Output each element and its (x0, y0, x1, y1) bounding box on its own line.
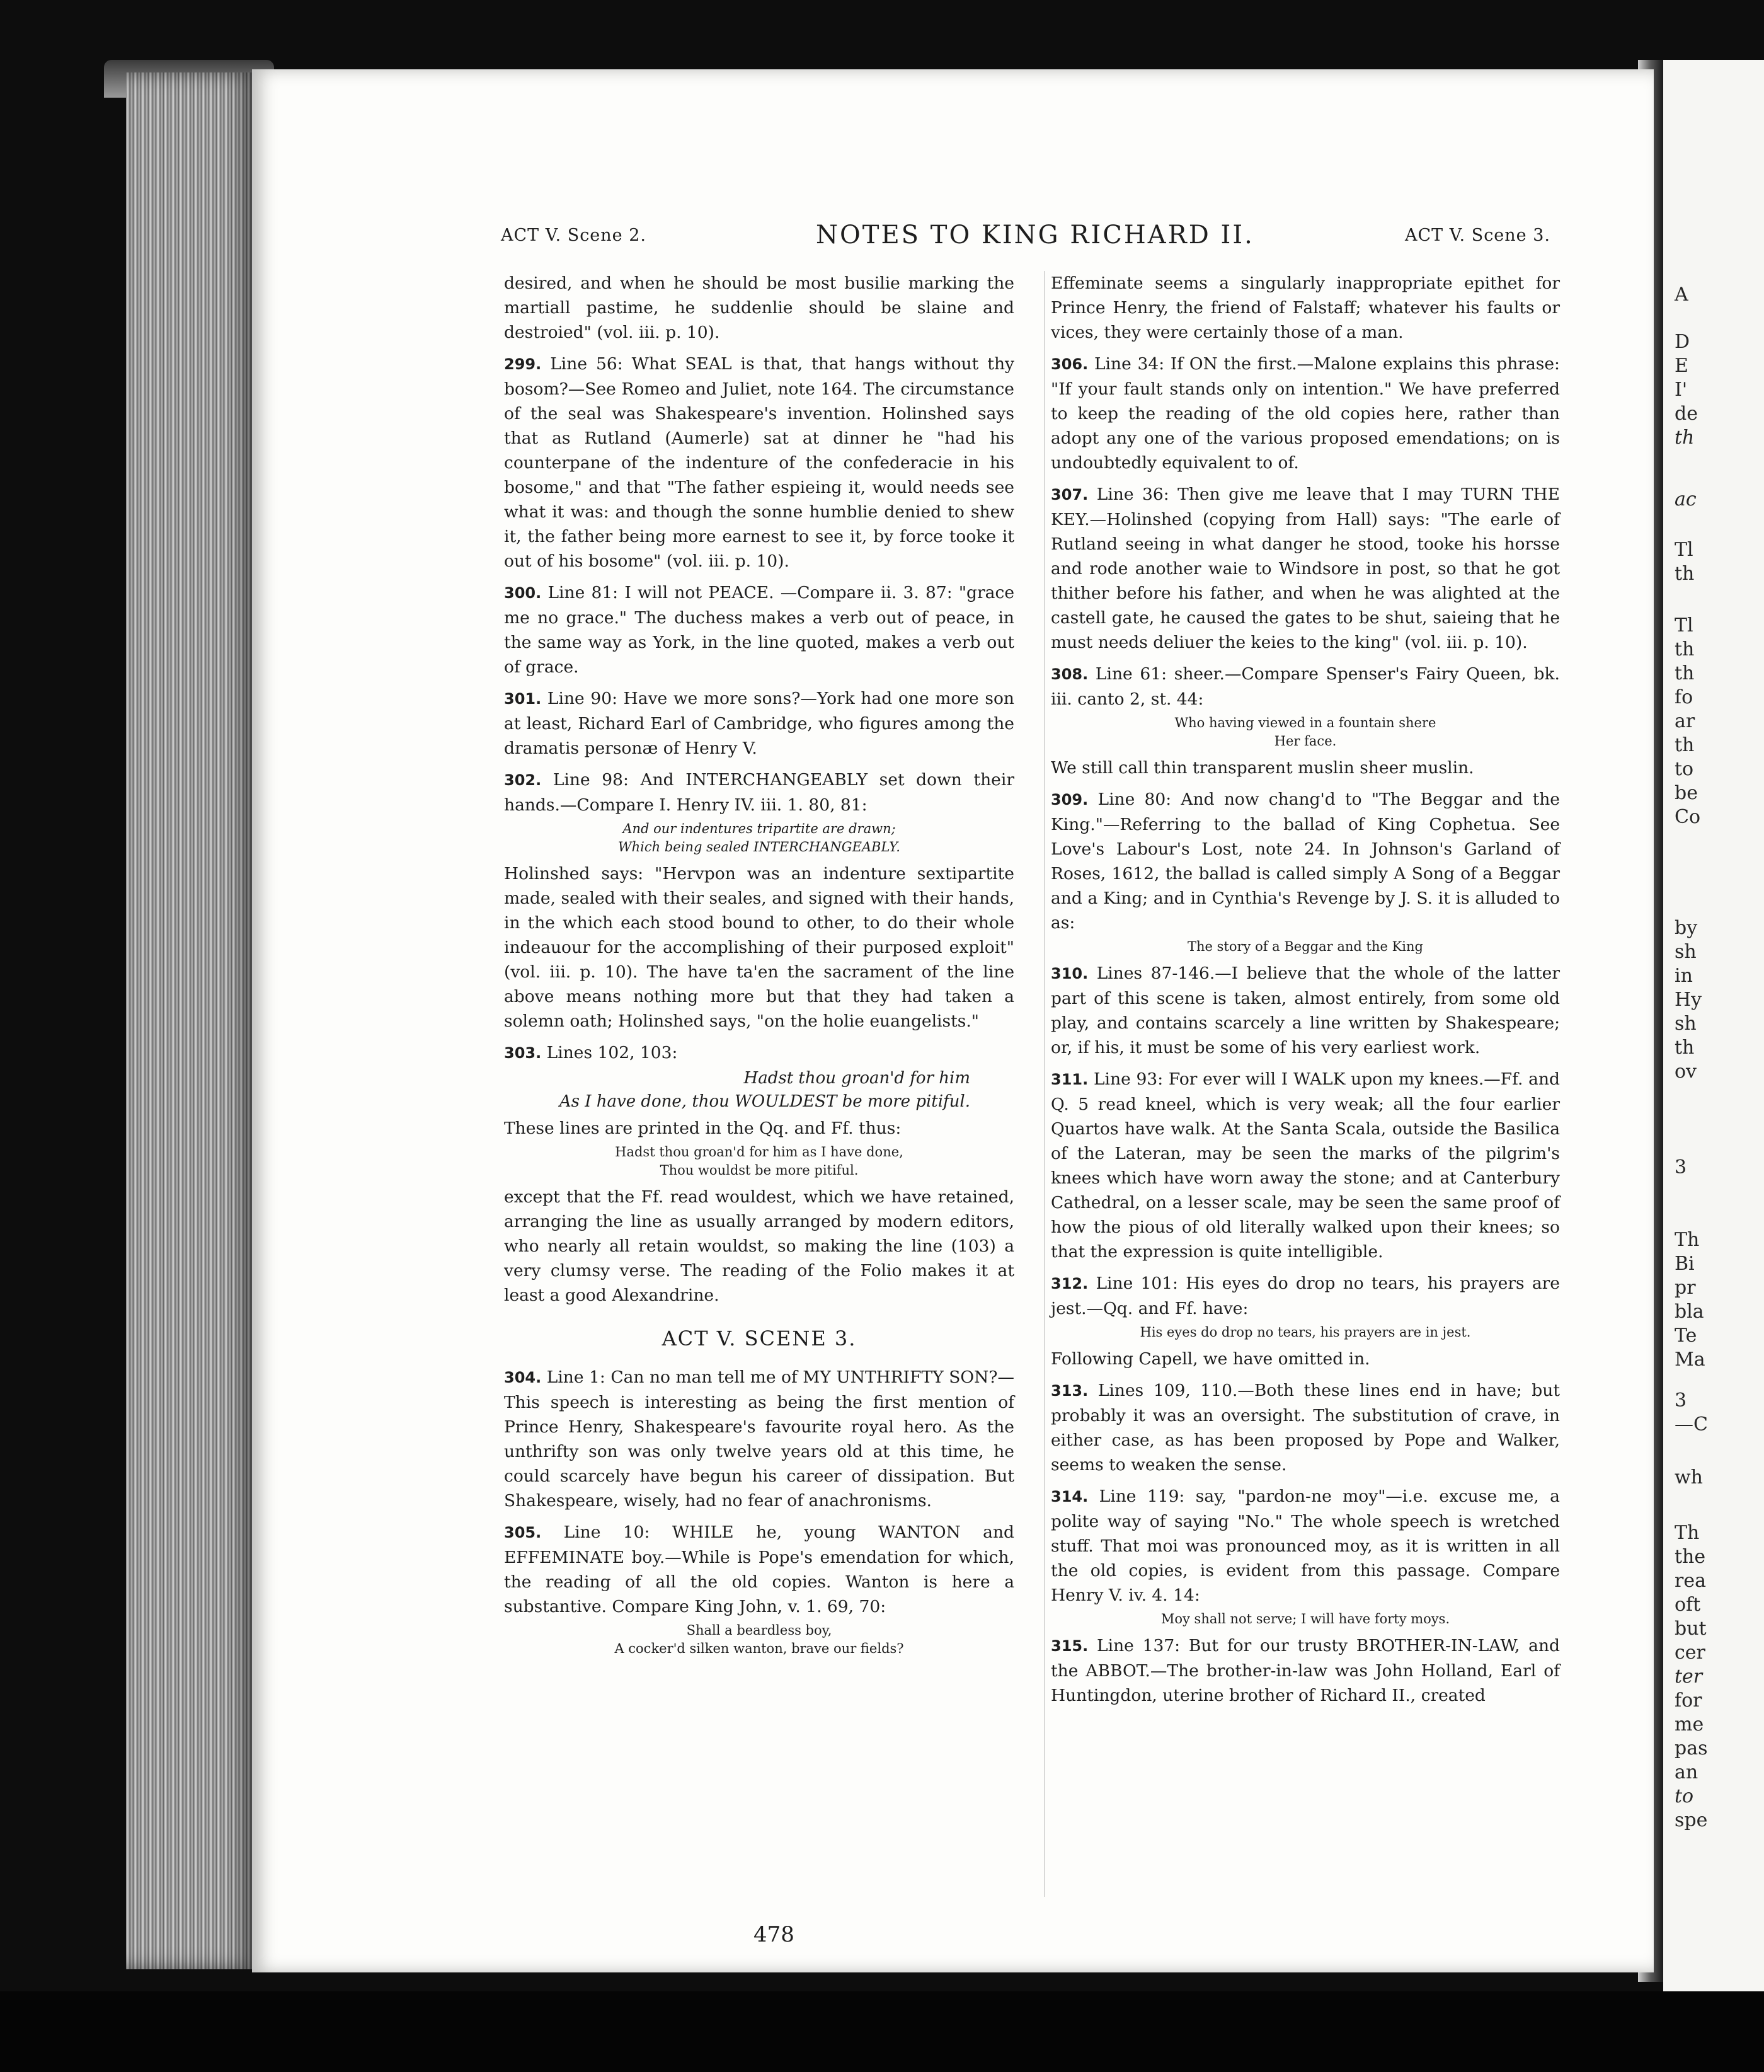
note-text: Line 119: say, "pardon-ne moy"—i.e. excuse me, a polite way of saying "No." The whole speech is wretched stuff. That moi was pronounced moy, as it is written in all the old copies, is evident from this passage. Compare Henry V. iv. 4. 14: (1051, 1487, 1560, 1605)
quote-line: Hadst thou groan'd for him as I have done, (615, 1144, 903, 1160)
facing-page-fragment: pas (1675, 1737, 1708, 1759)
note-number: 303. (504, 1044, 542, 1062)
facing-page-fragment: the (1675, 1546, 1706, 1568)
note-307 (1051, 482, 1560, 655)
facing-page-fragment: by (1675, 917, 1698, 939)
facing-page-fragment: 3 (1675, 1390, 1687, 1412)
facing-page-fragment: th (1675, 427, 1695, 449)
note-302-quote (504, 820, 1014, 856)
note-number: 301. (504, 690, 542, 708)
section-heading: ACT V. SCENE 3. (662, 1327, 857, 1350)
note-302-continued: Holinshed says: "Hervpon was an indenture sextipartite made, sealed with their seales, and signed with their hands, in the which each stood bound to other, to do their whole indeauour for the accomplishing of their purposed exploit" (vol. iii. p. 10). The have ta'en the sacrament of the line above means nothing more but that they had taken a solemn oath; Holinshed says, "on the holie euangelists." (504, 864, 1014, 1031)
facing-page-fragment: pr (1675, 1277, 1696, 1299)
quote-line: Her face. (1274, 734, 1337, 749)
facing-page-fragment: to (1675, 758, 1694, 780)
note-301 (504, 686, 1014, 761)
note-text: Line 80: And now chang'd to "The Beggar and the King."—Referring to the ballad of King Cophetua. See Love's Labour's Lost, note 24. In Johnson's Garland of Roses, 1612, the ballad is called simply A Song of a Beggar and a King; and in Cynthia's Revenge by J. S. it is alluded to as: (1051, 790, 1560, 933)
note-number: 310. (1051, 965, 1089, 982)
note-308-continued: We still call thin transparent muslin sheer muslin. (1051, 758, 1474, 778)
note-303-quote (504, 1143, 1014, 1180)
facing-page-fragment: Th (1675, 1229, 1700, 1251)
right-column (1051, 271, 1560, 1715)
note-number: 299. (504, 355, 542, 373)
facing-page-fragment: rea (1675, 1570, 1706, 1592)
facing-page-fragment: be (1675, 782, 1698, 804)
note-311 (1051, 1067, 1560, 1264)
note-306 (1051, 352, 1560, 475)
facing-page-fragment: ac (1675, 488, 1697, 510)
facing-page-fragment: th (1675, 1037, 1695, 1059)
facing-page-edge (1663, 60, 1764, 2007)
facing-page-fragment: Bi (1675, 1253, 1695, 1275)
note-304 (504, 1365, 1014, 1513)
note-number: 308. (1051, 665, 1089, 683)
facing-page-fragment: Ma (1675, 1349, 1705, 1371)
quote-line: His eyes do drop no tears, his prayers are in jest. (1140, 1325, 1471, 1340)
note-305 (504, 1520, 1014, 1619)
facing-page-fragment: cer (1675, 1642, 1705, 1664)
note-number: 312. (1051, 1275, 1089, 1292)
note-303-verse (504, 1067, 1014, 1114)
note-number: 314. (1051, 1488, 1089, 1505)
note-303 (504, 1040, 1014, 1066)
facing-page-fragment: ov (1675, 1061, 1697, 1083)
facing-page-fragment: th (1675, 662, 1695, 684)
note-302 (504, 768, 1014, 817)
note-number: 302. (504, 771, 542, 789)
note-312-quote (1051, 1323, 1560, 1342)
note-314 (1051, 1484, 1560, 1608)
facing-page-fragment: bla (1675, 1301, 1704, 1323)
note-text: Line 1: Can no man tell me of MY UNTHRIFTY SON?—This speech is interesting as being the first mention of Prince Henry, Shakespeare's favourite royal hero. As the unthrifty son was only twelve years old at this time, he could scarcely have begun his career of dissipation. But Shakespeare, wisely, had no fear of anachronisms. (504, 1367, 1014, 1511)
facing-page-fragment: Co (1675, 806, 1701, 828)
running-head-right: ACT V. Scene 3. (1405, 226, 1550, 245)
note-text: Lines 87-146.—I believe that the whole of the latter part of this scene is taken, almost entirely, from some old play, and contains scarcely a line written by Shakespeare; or, if his, it must be some of his very earliest work. (1051, 964, 1560, 1057)
note-text: Line 56: What SEAL is that, that hangs without thy bosom?—See Romeo and Juliet, note 164. The circumstance of the seal was Shakespeare's invention. Holinshed says that as Rutland (Aumerle) sat at dinner he "had his counterpane of the indenture of the confederacie in his bosome," and that "The father espieing it, would needs see what it was: and though the sonne humblie denied to shew it, the father being more earnest to see it, by force tooke it out of his bosome" (vol. iii. p. 10). (504, 354, 1014, 571)
quote-line: A cocker'd silken wanton, brave our fields? (614, 1641, 904, 1656)
facing-page-fragment: fo (1675, 686, 1693, 708)
running-head-left: ACT V. Scene 2. (501, 226, 646, 245)
facing-page-fragment: but (1675, 1618, 1707, 1640)
note-299 (504, 352, 1014, 573)
facing-page-fragment: sh (1675, 941, 1697, 963)
note-text: Line 93: For ever will I WALK upon my knees.—Ff. and Q. 5 read kneel, which is very weak; all the four earlier Quartos have walk. At the Santa Scala, outside the Basilica of the Lateran, may be seen the marks of the pilgrim's knees which have worn away the stone; and at Canterbury Cathedral, on a lesser scale, may be seen the same proof of how the pious of old literally walked upon their knees; so that the expression is quite intelligible. (1051, 1069, 1560, 1262)
facing-page-fragment: th (1675, 638, 1695, 660)
facing-page-fragment: in (1675, 965, 1693, 987)
note-305-quote (504, 1621, 1014, 1658)
note-text: Line 98: And INTERCHANGEABLY set down their hands.—Compare I. Henry IV. iii. 1. 80, 81: (504, 770, 1014, 815)
quote-line: Who having viewed in a fountain shere (1174, 715, 1436, 730)
note-text: Line 90: Have we more sons?—York had one more son at least, Richard Earl of Cambridge, who figures among the dramatis personæ of Henry V. (504, 689, 1014, 758)
note-number: 313. (1051, 1382, 1089, 1400)
verse-line: Hadst thou groan'd for him (743, 1069, 970, 1088)
facing-page-fragment: Te (1675, 1325, 1697, 1347)
quote-line: The story of a Beggar and the King (1188, 939, 1423, 954)
note-text: Line 10: WHILE he, young WANTON and EFFEMINATE boy.—While is Pope's emendation for which, the reading of all the old copies. Wanton is here a substantive. Compare King John, v. 1. 69, 70: (504, 1522, 1014, 1616)
note-308 (1051, 662, 1560, 711)
facing-page-fragment: Hy (1675, 989, 1702, 1011)
note-313 (1051, 1378, 1560, 1477)
facing-page-fragment: ar (1675, 710, 1695, 732)
note-text: Line 36: Then give me leave that I may TURN THE KEY.—Holinshed (copying from Hall) says: "The earle of Rutland seeing in what danger he stood, tooke his horsse and rode another waie to Windsore in post, so that he got thither before his father, and when he was alighted at the castell gate, he caused the gates to be shut, saieing that he must needs deliuer the keies to the king" (vol. iii. p. 10). (1051, 485, 1560, 652)
note-text: Line 34: If ON the first.—Malone explains this phrase: "If your fault stands only on intention." We have preferred to keep the reading of the old copies here, rather than adopt any one of the various proposed emendations; on is undoubtedly equivalent to of. (1051, 354, 1560, 473)
quote-line: Shall a beardless boy, (686, 1623, 832, 1638)
note-number: 309. (1051, 791, 1089, 809)
running-head-title: NOTES TO KING RICHARD II. (816, 221, 1254, 250)
facing-page-fragment: for (1675, 1689, 1702, 1712)
quote-line: Which being sealed INTERCHANGEABLY. (618, 839, 900, 855)
facing-page-fragment: me (1675, 1713, 1704, 1735)
facing-page-fragment: Tl (1675, 539, 1693, 561)
note-text: Lines 102, 103: (546, 1043, 678, 1062)
column-divider (1044, 271, 1045, 1897)
note-number: 307. (1051, 486, 1089, 504)
note-303-continued: except that the Ff. read wouldest, which we have retained, arranging the line as usually arranged by modern editors, who nearly all retain wouldst, so making the line (103) a very clumsy verse. The reading of the Folio makes it at least a good Alexandrine. (504, 1187, 1014, 1305)
facing-page-fragment: ter (1675, 1666, 1703, 1688)
note-300 (504, 580, 1014, 679)
quote-line: Thou wouldst be more pitiful. (660, 1163, 859, 1178)
facing-page-fragment: —C (1675, 1413, 1708, 1436)
facing-page-fragment: to (1675, 1785, 1694, 1807)
facing-page-fragment: D (1675, 331, 1690, 353)
facing-page-fragment: Th (1675, 1522, 1700, 1544)
scan-background (0, 1991, 1764, 2072)
page-number: 478 (753, 1922, 794, 1947)
facing-page-fragment: oft (1675, 1594, 1701, 1616)
note-text: Line 81: I will not PEACE. —Compare ii. 3. 87: "grace me no grace." The duchess makes a verb out of peace, in the same way as York, in the line quoted, makes a verb out of grace. (504, 583, 1014, 677)
note-continuation: desired, and when he should be most busilie marking the martiall pastime, he suddenlie should be slaine and destroied" (vol. iii. p. 10). (504, 273, 1014, 342)
facing-page-fragment: th (1675, 734, 1695, 756)
facing-page-fragment: Tl (1675, 614, 1693, 636)
facing-page-fragment: A (1675, 284, 1688, 306)
note-315 (1051, 1633, 1560, 1708)
note-309 (1051, 787, 1560, 935)
note-number: 315. (1051, 1637, 1089, 1655)
facing-page-fragment: 3 (1675, 1156, 1687, 1178)
note-number: 304. (504, 1369, 542, 1386)
note-number: 311. (1051, 1071, 1089, 1088)
note-text: Lines 109, 110.—Both these lines end in have; but probably it was an oversight. The substitution of crave, in either case, as has been proposed by Pope and Walker, seems to weaken the sense. (1051, 1381, 1560, 1475)
facing-page-fragment: I' (1675, 379, 1688, 401)
note-number: 300. (504, 584, 542, 602)
note-308-quote (1051, 714, 1560, 751)
facing-page-fragment: spe (1675, 1809, 1708, 1831)
quote-line: And our indentures tripartite are drawn; (622, 821, 896, 836)
note-number: 305. (504, 1524, 542, 1541)
note-312-continued: Following Capell, we have omitted in. (1051, 1349, 1370, 1369)
note-310 (1051, 961, 1560, 1060)
facing-page-fragment: th (1675, 563, 1695, 585)
facing-page-fragment: wh (1675, 1466, 1703, 1488)
facing-page-fragment: an (1675, 1761, 1698, 1783)
note-number: 306. (1051, 355, 1089, 373)
note-312 (1051, 1271, 1560, 1321)
facing-page-fragment: de (1675, 403, 1698, 425)
note-text: Line 137: But for our trusty BROTHER-IN-LAW, and the ABBOT.—The brother-in-law was John Holland, Earl of Huntingdon, uterine brother of Richard II., created (1051, 1636, 1560, 1705)
facing-page-fragment: E (1675, 355, 1688, 377)
verse-line: As I have done, thou WOULDEST be more pitiful. (559, 1092, 970, 1111)
note-303-mid: These lines are printed in the Qq. and Ff. thus: (504, 1119, 902, 1138)
book-spine (126, 72, 255, 1969)
note-314-quote (1051, 1610, 1560, 1628)
note-continuation: Effeminate seems a singularly inappropriate epithet for Prince Henry, the friend of Falstaff; whatever his faults or vices, they were certainly those of a man. (1051, 273, 1560, 342)
note-text: Line 101: His eyes do drop no tears, his prayers are jest.—Qq. and Ff. have: (1051, 1274, 1560, 1318)
facing-page-fragment: sh (1675, 1013, 1697, 1035)
note-309-quote (1051, 938, 1560, 956)
note-text: Line 61: sheer.—Compare Spenser's Fairy Queen, bk. iii. canto 2, st. 44: (1051, 664, 1560, 709)
left-column (504, 271, 1014, 1663)
quote-line: Moy shall not serve; I will have forty moys. (1160, 1611, 1450, 1626)
